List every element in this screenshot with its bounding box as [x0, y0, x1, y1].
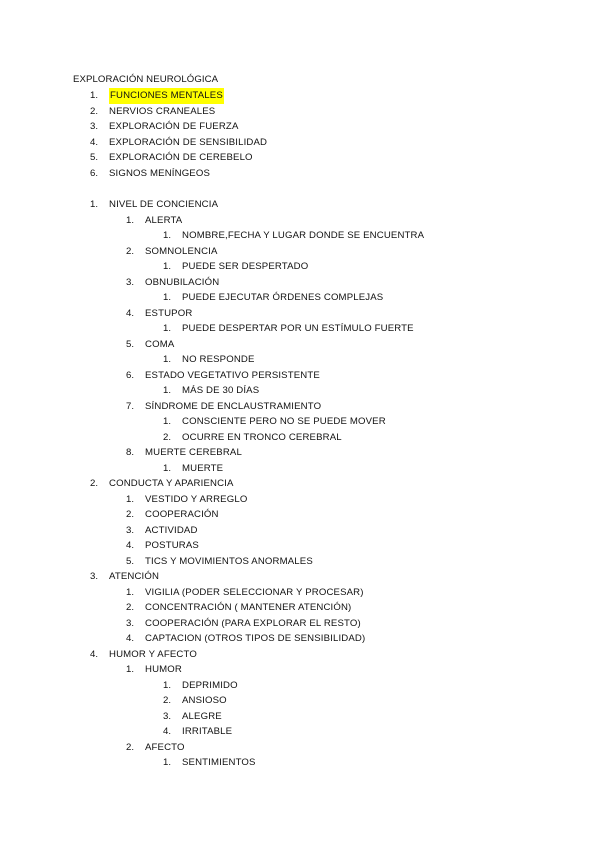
list-item [0, 569, 600, 585]
list-item-number: 1. [162, 757, 171, 768]
list-item-number: 1. [162, 385, 171, 396]
list-item-text: TICS Y MOVIMIENTOS ANORMALES [145, 555, 313, 567]
list-item [0, 290, 600, 306]
list-item-text: ALEGRE [182, 710, 222, 722]
list-item-number: 2. [162, 695, 171, 706]
list-item-text: VESTIDO Y ARREGLO [145, 493, 248, 505]
list-item-number: 2. [89, 105, 98, 117]
list-item-number: 6. [89, 167, 98, 179]
list-item [0, 693, 600, 709]
list-item-number: 2. [125, 245, 134, 257]
list-item-number: 4. [89, 648, 98, 660]
list-item-number: 6. [125, 369, 134, 381]
list-item [0, 275, 600, 291]
list-item-text: COOPERACIÓN [145, 509, 219, 520]
list-item-number: 3. [125, 524, 134, 536]
list-item [0, 321, 600, 337]
list-item-number: 2. [125, 509, 134, 520]
list-item [0, 119, 600, 135]
list-item-text: PUEDE SER DESPERTADO [182, 261, 309, 272]
list-item [0, 709, 600, 725]
list-item-number: 3. [125, 276, 134, 288]
list-item-text: NIVEL DE CONCIENCIA [109, 199, 219, 210]
list-item-text: HUMOR Y AFECTO [109, 648, 197, 660]
list-item [0, 399, 600, 415]
list-item-text: SENTIMIENTOS [182, 757, 256, 768]
list-item [0, 678, 600, 694]
list-item [0, 647, 600, 663]
list-item-number: 1. [162, 416, 171, 427]
list-item-text: COMA [145, 338, 175, 350]
list-item [0, 197, 600, 213]
list-item-text: AFECTO [145, 741, 185, 753]
list-item-number: 1. [162, 679, 171, 691]
list-item [0, 104, 600, 120]
list-item-number: 1. [162, 354, 171, 365]
list-item-number: 1. [89, 199, 98, 210]
list-item-number: 1. [162, 261, 171, 272]
list-item [0, 337, 600, 353]
list-item [0, 616, 600, 632]
list-item-number: 3. [89, 121, 98, 132]
list-item-text: PUEDE DESPERTAR POR UN ESTÍMULO FUERTE [182, 323, 414, 334]
list-item [0, 368, 600, 384]
list-item-text: ESTUPOR [145, 307, 193, 319]
list-item [0, 523, 600, 539]
list-item-text: ACTIVIDAD [145, 524, 198, 536]
list-item [0, 554, 600, 570]
list-item-text: DEPRIMIDO [182, 679, 238, 691]
list-item [0, 166, 600, 182]
list-item-number: 1. [125, 586, 134, 598]
list-item [0, 740, 600, 756]
list-item [0, 476, 600, 492]
list-item-text: OBNUBILACIÓN [145, 276, 220, 288]
list-item-number: 2. [125, 602, 134, 613]
list-item-text: PUEDE EJECUTAR ÓRDENES COMPLEJAS [182, 292, 384, 303]
list-item [0, 383, 600, 399]
list-item-number: 8. [125, 447, 134, 458]
list-item-number: 1. [162, 230, 171, 241]
list-item-text: ESTADO VEGETATIVO PERSISTENTE [145, 369, 320, 381]
list-item-number: 2. [125, 741, 134, 753]
list-item-number: 1. [162, 292, 171, 303]
list-item-number: 1. [125, 214, 134, 226]
list-item [0, 445, 600, 461]
list-item-number: 5. [89, 152, 98, 163]
list-item-number: 4. [125, 540, 134, 551]
list-item-text: MUERTE [182, 462, 224, 474]
list-item-number: 2. [162, 431, 171, 443]
list-item-number: 3. [125, 617, 134, 629]
list-item-number: 7. [125, 400, 134, 412]
list-item [0, 461, 600, 477]
list-item-number: 1. [162, 462, 171, 474]
list-item-text: NERVIOS CRANEALES [109, 105, 216, 117]
list-item [0, 600, 600, 616]
list-item-number: 4. [125, 307, 134, 319]
list-item-text: SÍNDROME DE ENCLAUSTRAMIENTO [145, 400, 322, 412]
list-item-text: CONDUCTA Y APARIENCIA [109, 478, 234, 489]
list-item-text: NO RESPONDE [182, 354, 255, 365]
list-item-text: EXPLORACIÓN DE FUERZA [109, 121, 239, 132]
list-item [0, 135, 600, 151]
summary-list [0, 88, 600, 181]
list-item-number: 3. [162, 710, 171, 722]
list-item [0, 662, 600, 678]
list-item [0, 755, 600, 771]
outline-list [0, 197, 600, 771]
list-item-text: SIGNOS MENÍNGEOS [109, 167, 211, 179]
list-item [0, 150, 600, 166]
list-item-text: HUMOR [145, 664, 182, 675]
list-item-text: ATENCIÓN [109, 571, 160, 582]
list-item [0, 414, 600, 430]
list-item-number: 1. [89, 90, 98, 101]
list-item-number: 1. [125, 493, 134, 505]
list-item-text: CAPTACION (OTROS TIPOS DE SENSIBILIDAD) [145, 633, 366, 644]
list-item-text: EXPLORACIÓN DE SENSIBILIDAD [109, 136, 268, 148]
list-item-text: ANSIOSO [182, 695, 227, 706]
list-item-text: NOMBRE,FECHA Y LUGAR DONDE SE ENCUENTRA [182, 230, 425, 241]
list-item-number: 5. [125, 555, 134, 567]
list-item-text: COOPERACIÓN (PARA EXPLORAR EL RESTO) [145, 617, 361, 629]
list-item [0, 430, 600, 446]
list-item-text: SOMNOLENCIA [145, 245, 218, 257]
list-item [0, 724, 600, 740]
list-item-text: OCURRE EN TRONCO CEREBRAL [182, 431, 342, 443]
list-item-text: POSTURAS [145, 540, 199, 551]
list-item-number: 4. [89, 136, 98, 148]
list-item [0, 228, 600, 244]
list-item-number: 2. [89, 478, 98, 489]
list-item [0, 259, 600, 275]
list-item [0, 244, 600, 260]
list-item-text: EXPLORACIÓN DE CEREBELO [109, 152, 253, 163]
list-item [0, 631, 600, 647]
list-item-number: 5. [125, 338, 134, 350]
list-item-text: MÁS DE 30 DÍAS [182, 385, 260, 396]
list-item [0, 507, 600, 523]
document-title: EXPLORACIÓN NEUROLÓGICA [73, 74, 219, 85]
list-item-text: VIGILIA (PODER SELECCIONAR Y PROCESAR) [145, 586, 364, 598]
list-item-number: 1. [125, 664, 134, 675]
list-item-text: MUERTE CEREBRAL [145, 447, 242, 458]
list-item [0, 492, 600, 508]
list-item-number: 4. [162, 726, 171, 737]
list-item-number: 4. [125, 633, 134, 644]
list-item [0, 88, 600, 104]
highlighted-item-text: FUNCIONES MENTALES [109, 88, 224, 104]
list-item-text: ALERTA [145, 214, 183, 226]
list-item-text: IRRITABLE [182, 726, 233, 737]
list-item-number: 1. [162, 323, 171, 334]
list-item [0, 585, 600, 601]
list-item-text: CONSCIENTE PERO NO SE PUEDE MOVER [182, 416, 386, 427]
list-item [0, 538, 600, 554]
list-item-text: CONCENTRACIÓN ( MANTENER ATENCIÓN) [145, 602, 352, 613]
list-item [0, 306, 600, 322]
list-item [0, 213, 600, 229]
list-item [0, 352, 600, 368]
list-item-number: 3. [89, 571, 98, 582]
